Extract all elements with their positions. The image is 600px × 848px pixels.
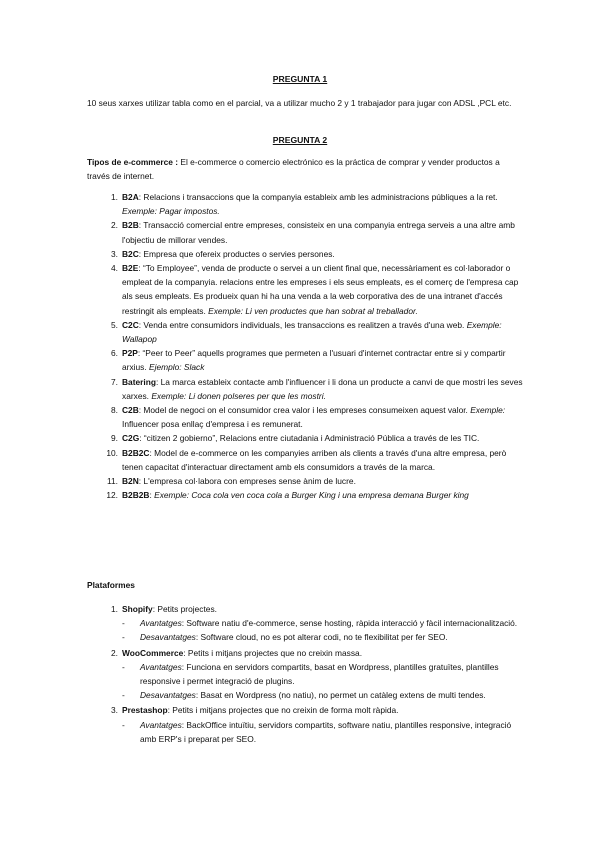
item-number: 9.: [111, 433, 118, 444]
platform-desc: : Petits i mitjans projectes que no creixin de forma molt ràpida.: [167, 705, 399, 716]
item-number: 6.: [111, 348, 118, 359]
list-item: [104, 446, 524, 474]
item-number: 3.: [111, 248, 118, 259]
dash-bullet: -: [122, 618, 125, 629]
item-text: : Relacions i transaccions que la companyia estableix amb les administracions públiques a la ret.: [138, 192, 498, 202]
item-number: 12.: [106, 490, 118, 501]
item-term: B2B2B: [122, 490, 150, 501]
item-number: 7.: [111, 376, 118, 387]
pregunta-2-intro: [87, 155, 517, 183]
item-number: 8.: [111, 405, 118, 416]
dash-bullet: -: [122, 661, 125, 672]
platform-name: Prestashop: [122, 705, 168, 716]
item-example: Exemple: Li ven productes que han sobrat al treballador.: [208, 305, 418, 316]
dash-bullet: -: [122, 690, 125, 701]
list-item: [104, 247, 524, 261]
item-term: P2P: [122, 348, 138, 359]
item-text: : Model de e-commerce on les companyies arriben als clients a través d'una altre empresa, però tenen capacitat d'interactuar directament amb els consumidors a través de la marca.: [122, 447, 507, 472]
sub-item: [122, 616, 524, 630]
platform-desc: : Petits projectes.: [152, 604, 217, 614]
item-term: B2E: [122, 263, 139, 274]
list-item: [104, 488, 524, 502]
sub-text: : Basat en Wordpress (no natiu), no permet un catàleg extens de multi tendes.: [195, 690, 486, 701]
sub-label: Avantatges: [140, 661, 182, 672]
item-example: Exemple: Li donen polseres per que les mostri.: [151, 390, 326, 401]
platform-name: WooCommerce: [122, 647, 184, 658]
item-term: C2G: [122, 433, 140, 444]
item-term: B2B2C: [122, 447, 150, 458]
item-text: : Transacció comercial entre empreses, consisteix en una companyia entrega serveis a una altre amb l'objectiu de millorar vendes.: [122, 220, 515, 245]
platforms-list: [104, 602, 524, 747]
intro-label: Tipos de e-commerce :: [87, 157, 179, 167]
item-text: :: [149, 490, 155, 501]
item-term: C2B: [122, 405, 139, 416]
platform-item: [104, 602, 524, 645]
item-example: Ejemplo: Slack: [149, 362, 205, 373]
pregunta-1-text: 10 seus xarxes utilizar tabla como en el parcial, va a utilizar mucho 2 y 1 trabajador para jugar con ADSL ,PCL etc.: [87, 98, 512, 108]
item-number: 11.: [106, 476, 118, 487]
item-text-after: Influencer posa enllaç d'empresa i es remunerat.: [122, 419, 303, 430]
dash-bullet: -: [122, 719, 125, 730]
list-item: [104, 190, 524, 218]
item-number: 4.: [111, 263, 118, 274]
sub-text: : BackOffice intuïtiu, servidors compartits, software natiu, plantilles responsive, integració amb ERP's i preparat per SEO.: [140, 719, 512, 744]
item-number: 1.: [111, 604, 118, 614]
item-text: : Empresa que ofereix productes o servies persones.: [138, 248, 335, 259]
item-text: : “Peer to Peer” aquells programes que permeten a l'usuari d'internet contractar entre si y compartir arxius.: [122, 348, 506, 373]
sub-item: [122, 630, 524, 644]
item-term: B2C: [122, 248, 139, 259]
item-number: 10.: [106, 447, 118, 458]
sub-item: [122, 688, 524, 702]
list-item: [104, 375, 524, 403]
item-text: : La marca estableix contacte amb l'influencer i li dona un producte a canvi de que mostri les seves xarxes.: [122, 376, 523, 401]
intro-text: El e-commerce o comercio electrónico es la práctica de comprar y vender productos a través de internet.: [87, 157, 500, 182]
sub-text: : Software natiu d'e-commerce, sense hosting, ràpida interacció y fàcil internacionalització.: [181, 618, 518, 629]
list-item: [104, 403, 524, 431]
platform-item: [104, 646, 524, 703]
item-text: : Venda entre consumidors individuals, les transaccions es realitzen a través d'una web.: [138, 319, 467, 330]
item-example: Exemple: Wallapop: [122, 319, 502, 345]
dash-bullet: -: [122, 632, 125, 643]
item-term: C2C: [122, 319, 139, 330]
item-text: : Model de negoci on el consumidor crea valor i les empreses consumeixen aquest valor.: [138, 405, 471, 416]
sub-label: Desavantatges: [140, 690, 196, 701]
platform-sublist: [122, 616, 524, 644]
sub-item: [122, 718, 524, 746]
item-term: B2N: [122, 476, 139, 487]
item-number: 3.: [111, 705, 118, 716]
ecommerce-types-list: [104, 190, 524, 502]
item-number: 2.: [111, 647, 118, 658]
list-item: [104, 431, 524, 445]
item-example: Exemple: Coca cola ven coca cola a Burger King i una empresa demana Burger king: [154, 490, 469, 501]
platform-sublist: [122, 718, 524, 746]
platform-item: [104, 703, 524, 746]
platform-sublist: [122, 660, 524, 703]
heading-pregunta-2: PREGUNTA 2: [272, 135, 328, 145]
item-text: : L'empresa col·labora con empreses sense ànim de lucre.: [138, 476, 356, 487]
item-example: Exemple:: [470, 405, 506, 416]
list-item: [104, 261, 524, 318]
sub-label: Avantatges: [140, 719, 182, 730]
platform-desc: : Petits i mitjans projectes que no creixin massa.: [183, 647, 363, 658]
item-text: : “citizen 2 gobierno”, Relacions entre ciutadania i Administració Pública a través de les TIC.: [139, 433, 480, 444]
heading-pregunta-1: PREGUNTA 1: [272, 74, 328, 84]
list-item: [104, 318, 524, 346]
item-number: 1.: [111, 192, 118, 202]
platform-name: Shopify: [122, 604, 153, 614]
list-item: [104, 474, 524, 488]
item-text: : “To Employee”, venda de producte o servei a un client final que, necessàriament es col·laborador o empleat de la companyia. relacions entre les empreses i els seus empleats, es el comerç de l'empresa cap als seus empleats. Es produeix quan hi ha una venda a la web corporativa des de una intranet d'accés restringit als empleats.: [122, 263, 519, 316]
sub-text: : Software cloud, no es pot alterar codi, no te flexibilitat per fer SEO.: [195, 632, 448, 643]
sub-item: [122, 660, 524, 688]
item-term: Batering: [122, 376, 156, 387]
sub-label: Desavantatges: [140, 632, 196, 643]
item-term: B2B: [122, 220, 139, 231]
list-item: [104, 346, 524, 374]
list-item: [104, 218, 524, 246]
sub-label: Avantatges: [140, 618, 182, 629]
item-number: 5.: [111, 319, 118, 330]
item-example: Exemple: Pagar impostos.: [122, 206, 220, 217]
sub-text: : Funciona en servidors compartits, basat en Wordpress, plantilles gratuïtes, plantilles responsive i permet integració de plugins.: [140, 661, 499, 687]
item-term: B2A: [122, 192, 139, 202]
plataformes-heading: Plataformes: [87, 580, 135, 590]
item-number: 2.: [111, 220, 118, 231]
